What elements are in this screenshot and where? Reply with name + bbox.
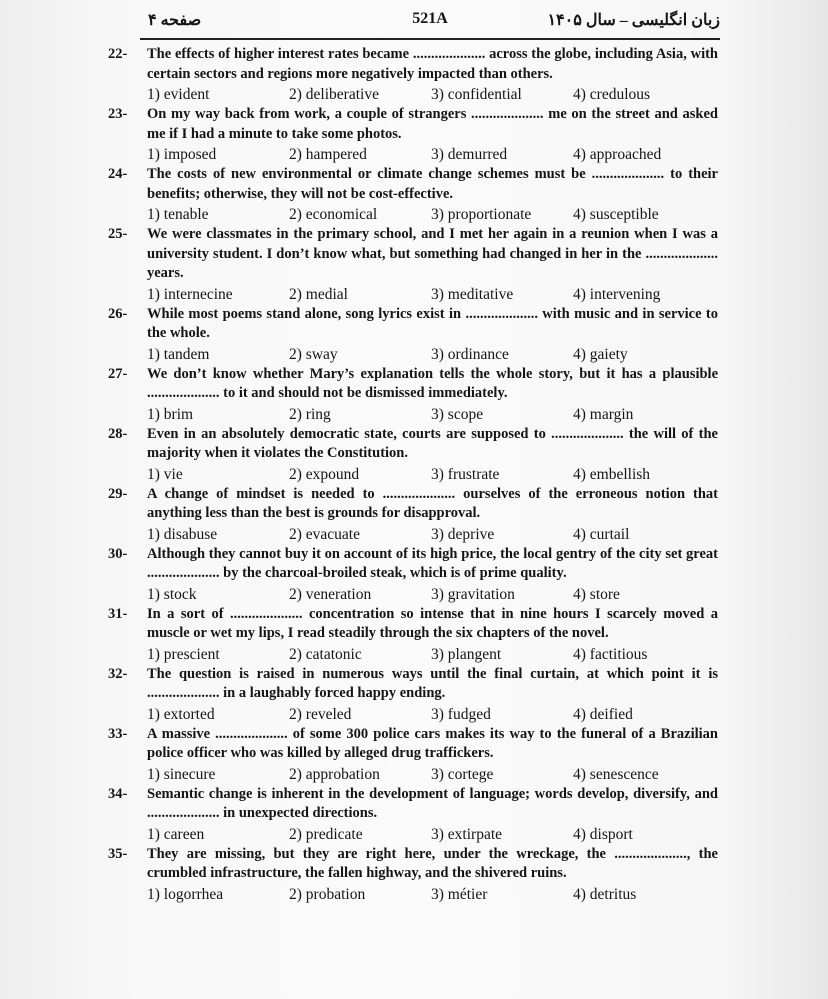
question [108,225,718,305]
question-list [108,45,718,905]
answer-option-2: 2) economical [289,206,378,223]
question-stem: We don’t know whether Mary’s explanation tells the whole story, but it has a plausible .................... to it and should not be dismissed immediately. [147,365,718,401]
answer-option-2: 2) sway [289,345,338,363]
answer-option-2: 2) medial [289,285,348,303]
answer-option-3: 3) confidential [431,86,522,103]
answer-option-4: 4) deified [573,705,633,723]
answer-option-4: 4) embellish [573,465,651,483]
answer-option-4: 4) curtail [573,525,630,543]
question [108,485,718,545]
question-stem: In a sort of .................... concentration so intense that in nine hours I scarcely moved a muscle or wet my lips, I read steadily through the six chapters of the novel. [147,605,718,641]
answer-option-3: 3) ordinance [431,345,509,363]
question-stem: The costs of new environmental or climate change schemes must be .................... to their benefits; otherwise, they will not be cost-effective. [147,166,718,202]
answer-option-3: 3) scope [431,405,484,423]
answer-options [147,204,718,225]
question-number: 27- [108,365,128,382]
question-stem: Although they cannot buy it on account of its high price, the local gentry of the city set great .................... by the charcoal-broiled steak, which is of prime quality. [147,545,718,581]
question [108,545,718,605]
answer-option-3: 3) métier [431,885,488,903]
question-number: 26- [108,305,128,322]
question-stem: Semantic change is inherent in the development of language; words develop, diversify, and .................... in unexpected directions. [147,785,718,821]
answer-option-1: 1) disabuse [147,525,218,543]
answer-options [147,884,718,905]
question-stem: The effects of higher interest rates became .................... across the globe, including Asia, with certain sectors and regions more negatively impacted than others. [147,46,718,82]
answer-option-1: 1) prescient [147,645,220,663]
answer-option-2: 2) veneration [289,585,372,603]
question [108,165,718,225]
question-number: 35- [108,845,128,862]
answer-options [147,704,718,725]
answer-option-3: 3) meditative [431,285,514,303]
answer-option-1: 1) evident [147,86,210,103]
question-number: 30- [108,545,128,562]
answer-options [147,404,718,425]
question [108,665,718,725]
question [108,425,718,485]
question [108,305,718,365]
answer-option-2: 2) catatonic [289,645,362,663]
question-stem: Even in an absolutely democratic state, courts are supposed to .................... the will of the majority when it violates the Constitution. [147,425,718,461]
answer-option-1: 1) sinecure [147,765,216,783]
question [108,785,718,845]
answer-options [147,84,718,105]
page-header [140,8,720,32]
answer-option-2: 2) ring [289,405,331,423]
answer-options [147,144,718,165]
answer-option-4: 4) factitious [573,645,648,663]
answer-option-2: 2) expound [289,465,360,483]
answer-option-1: 1) careen [147,825,205,843]
answer-option-1: 1) tenable [147,206,209,223]
question-number: 23- [108,106,128,122]
exam-title: زبان انگلیسی – سال ۱۴۰۵ [547,12,720,29]
page-number: صفحه ۴ [148,12,202,29]
answer-options [147,824,718,845]
question-number: 28- [108,425,128,442]
question-number: 34- [108,785,128,802]
answer-option-1: 1) brim [147,405,194,423]
answer-option-1: 1) tandem [147,345,210,363]
answer-option-3: 3) proportionate [431,206,532,223]
answer-option-3: 3) frustrate [431,465,500,483]
header-divider [140,38,720,40]
question [108,605,718,665]
question-number: 32- [108,665,128,682]
question-stem: On my way back from work, a couple of strangers .................... me on the street and asked me if I had a minute to take some photos. [147,106,718,142]
question-number: 31- [108,605,128,622]
question [108,365,718,425]
answer-option-1: 1) stock [147,585,197,603]
answer-option-2: 2) hampered [289,146,367,163]
answer-option-1: 1) vie [147,465,183,483]
question-number: 25- [108,226,128,242]
answer-option-3: 3) cortege [431,765,494,783]
question [108,45,718,105]
answer-option-4: 4) approached [573,146,662,163]
answer-option-1: 1) imposed [147,146,217,163]
answer-option-4: 4) susceptible [573,206,659,223]
question [108,725,718,785]
question-number: 24- [108,166,128,182]
question-number: 22- [108,46,128,62]
question-stem: While most poems stand alone, song lyrics exist in .................... with music and in service to the whole. [147,305,718,341]
answer-option-4: 4) credulous [573,86,651,103]
answer-options [147,644,718,665]
answer-option-4: 4) store [573,585,620,603]
answer-options [147,464,718,485]
answer-option-4: 4) detritus [573,885,637,903]
answer-option-2: 2) evacuate [289,525,360,543]
answer-option-1: 1) logorrhea [147,885,224,903]
answer-option-2: 2) predicate [289,825,363,843]
question-stem: A change of mindset is needed to .................... ourselves of the erroneous notion that anything less than the best is grounds for disapproval. [147,485,718,521]
answer-option-4: 4) disport [573,825,633,843]
question [108,845,718,905]
question-stem: We were classmates in the primary school, and I met her again in a reunion when I was a university student. I don’t know what, but something had changed in her in the .................... years. [147,226,718,281]
answer-option-2: 2) approbation [289,765,380,783]
answer-options [147,284,718,305]
answer-option-3: 3) gravitation [431,585,515,603]
answer-option-4: 4) intervening [573,285,661,303]
answer-options [147,764,718,785]
answer-option-2: 2) deliberative [289,86,379,103]
booklet-code: 521A [412,10,448,27]
answer-option-1: 1) internecine [147,285,233,303]
answer-option-1: 1) extorted [147,705,215,723]
answer-options [147,344,718,365]
answer-option-2: 2) probation [289,885,366,903]
answer-option-4: 4) senescence [573,765,659,783]
answer-option-3: 3) plangent [431,645,502,663]
question [108,105,718,165]
question-number: 29- [108,485,128,502]
question-stem: They are missing, but they are right here, under the wreckage, the ...................., the crumbled infrastructure, the fallen highway, and the shivered ruins. [147,845,718,881]
answer-option-4: 4) gaiety [573,345,628,363]
answer-option-3: 3) demurred [431,146,508,163]
question-stem: A massive .................... of some 300 police cars makes its way to the funeral of a Brazilian police officer who was killed by alleged drug traffickers. [147,725,718,761]
answer-option-3: 3) deprive [431,525,495,543]
answer-options [147,584,718,605]
question-number: 33- [108,725,128,742]
answer-options [147,524,718,545]
answer-option-4: 4) margin [573,405,634,423]
answer-option-3: 3) fudged [431,705,491,723]
answer-option-2: 2) reveled [289,705,352,723]
question-stem: The question is raised in numerous ways until the final curtain, at which point it is .................... in a laughably forced happy ending. [147,665,718,701]
answer-option-3: 3) extirpate [431,825,503,843]
